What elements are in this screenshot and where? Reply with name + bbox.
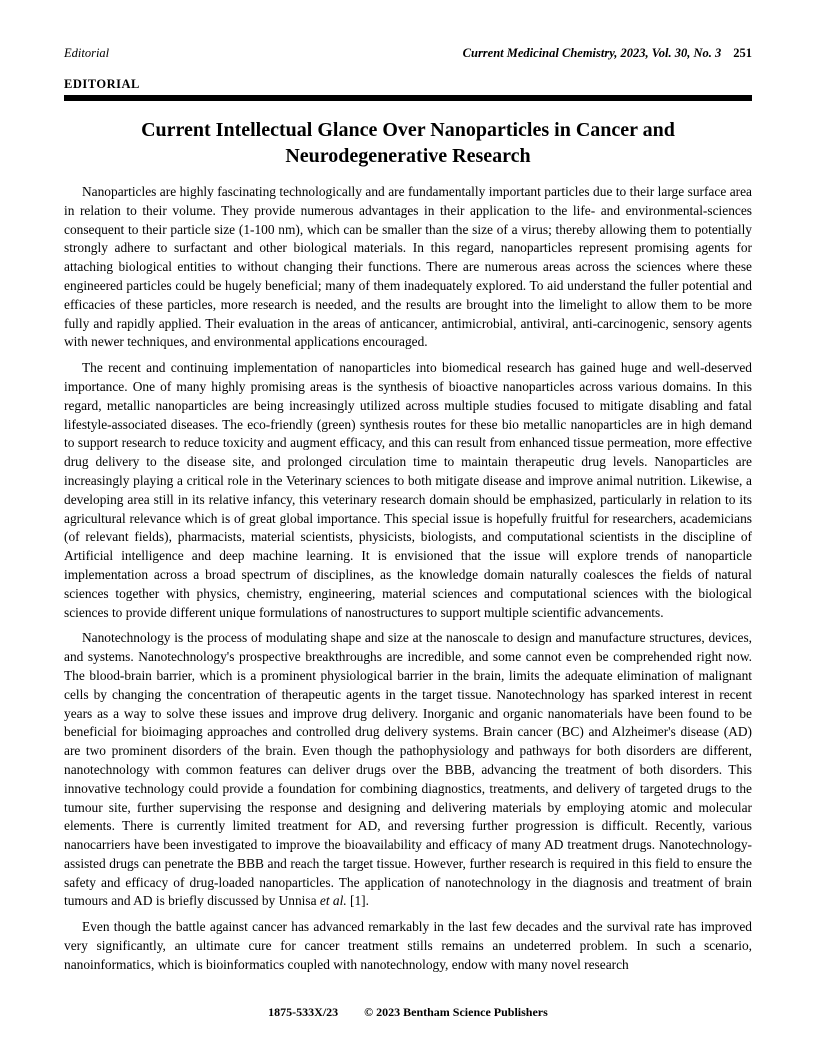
divider-rule xyxy=(64,95,752,101)
page-header xyxy=(64,46,752,61)
paragraph-2: The recent and continuing implementation of nanoparticles into biomedical research has gained huge and well-deserved importance. One of many highly promising areas is the synthesis of bioactive nanoparticles across various domains. In this regard, metallic nanoparticles are being increasingly utilized across multiple studies focused to mitigate disabling and fatal lifestyle-associated diseases. The eco-friendly (green) synthesis routes for these bio metallic nanoparticles are in high demand to support research to reduce toxicity and augment efficacy, and this can result from enhanced tissue permeation, more effective drug delivery to the disease site, and prolonged circulation time to maintain therapeutic drug levels. Nanoparticles are increasingly playing a critical role in the Veterinary sciences to both mitigate disease and improve animal nutrition. Likewise, a developing area still in its relative infancy, this veterinary research domain should be emphasized, particularly in relation to its agricultural relevance which is of great global importance. This special issue is hopefully fruitful for researchers, academicians (of relevant fields), pharmacists, material scientists, physicists, biologists, and computational scientists in the discipline of Artificial intelligence and deep machine learning. It is envisioned that the issue will explore trends of nanoparticle implementation across a broad spectrum of disciplines, as the knowledge domain naturally coalesces the fields of natural sciences together with physics, chemistry, engineering, material sciences and computational sciences with the biological sciences to provide different unique formulations of nanostructures to support multiple scientific advancements. xyxy=(64,360,752,620)
footer-issn: 1875-533X/23 xyxy=(268,1005,339,1019)
journal-citation-text: Current Medicinal Chemistry, 2023, Vol. 30, No. 3 xyxy=(462,46,722,60)
paragraph-3 xyxy=(64,629,752,911)
paragraph-3-citation: [1]. xyxy=(346,893,369,909)
paragraph-4: Even though the battle against cancer has advanced remarkably in the last few decades and the survival rate has improved very significantly, an ultimate cure for cancer treatment stills remains an undeterred problem. In such a scenario, nanoinformatics, which is bioinformatics coupled with nanotechnology, endow with many novel research xyxy=(64,919,752,972)
et-al-italic: et al. xyxy=(319,893,347,909)
page-footer xyxy=(0,1005,816,1020)
header-page-number: 251 xyxy=(733,46,752,60)
header-editorial-label: Editorial xyxy=(64,46,110,60)
section-label: EDITORIAL xyxy=(64,77,140,91)
footer-copyright: © 2023 Bentham Science Publishers xyxy=(364,1005,548,1019)
header-journal-citation xyxy=(463,46,752,61)
article-title: Current Intellectual Glance Over Nanoparticles in Cancer and Neurodegenerative Research xyxy=(141,119,675,167)
paragraph-3-text: Nanotechnology is the process of modulating shape and size at the nanoscale to design and manufacture structures, devices, and systems. Nanotechnology's prospective breakthroughs are incredible, and some cannot even be comprehended right now. The blood-brain barrier, which is a prominent physiological barrier in the brain, limits the adequate elimination of malignant cells by changing the concentration of therapeutic agents in the target tissue. Nanotechnology has sparked interest in recent years as a way to solve these issues and improve drug delivery. Inorganic and organic nanomaterials have been found to be beneficial for bioimaging approaches and controlled drug delivery systems. Brain cancer (BC) and Alzheimer's disease (AD) are two prominent disorders of the brain. Even though the pathophysiology and pathways for both disorders are different, nanotechnology with common features can deliver drugs over the BBB, advancing the treatment of both disorders. This innovative technology could provide a foundation for combining diagnostics, treatments, and delivery of targeted drugs to the tumour site, further supervising the response and designing and delivering materials by employing atomic and molecular elements. There is currently limited treatment for AD, and reversing further progression is difficult. Recently, various nanocarriers have been investigated to improve the bioavailability and efficacy of many AD treatment drugs. Nanotechnology-assisted drugs can penetrate the BBB and reach the target tissue. However, further research is required in this field to ensure the safety and efficacy of drug-loaded nanoparticles. The application of nanotechnology in the diagnosis and treatment of brain tumours and AD is briefly discussed by Unnisa xyxy=(64,630,752,909)
paragraph-1: Nanoparticles are highly fascinating technologically and are fundamentally important particles due to their large surface area in relation to their volume. They provide numerous advantages in their application to the life- and environmental-sciences consequent to their particle size (1-100 nm), which can be smaller than the size of a virus; thereby allowing them to potentially strongly adhere to surfactant and other biological materials. In this regard, nanoparticles represent promising agents for attaching biological entities to without changing their functions. There are numerous areas across the sciences where these engineered particles could be hugely beneficial; many of them inadequately explored. To aid understand the fuller potential and efficacies of these particles, more research is needed, and the results are brought into the limelight to allow them to be more fully and rapidly applied. Their evaluation in the areas of anticancer, antimicrobial, antiviral, anti-carcinogenic, sensory agents with newer techniques, and environmental applications encouraged. xyxy=(64,184,752,350)
